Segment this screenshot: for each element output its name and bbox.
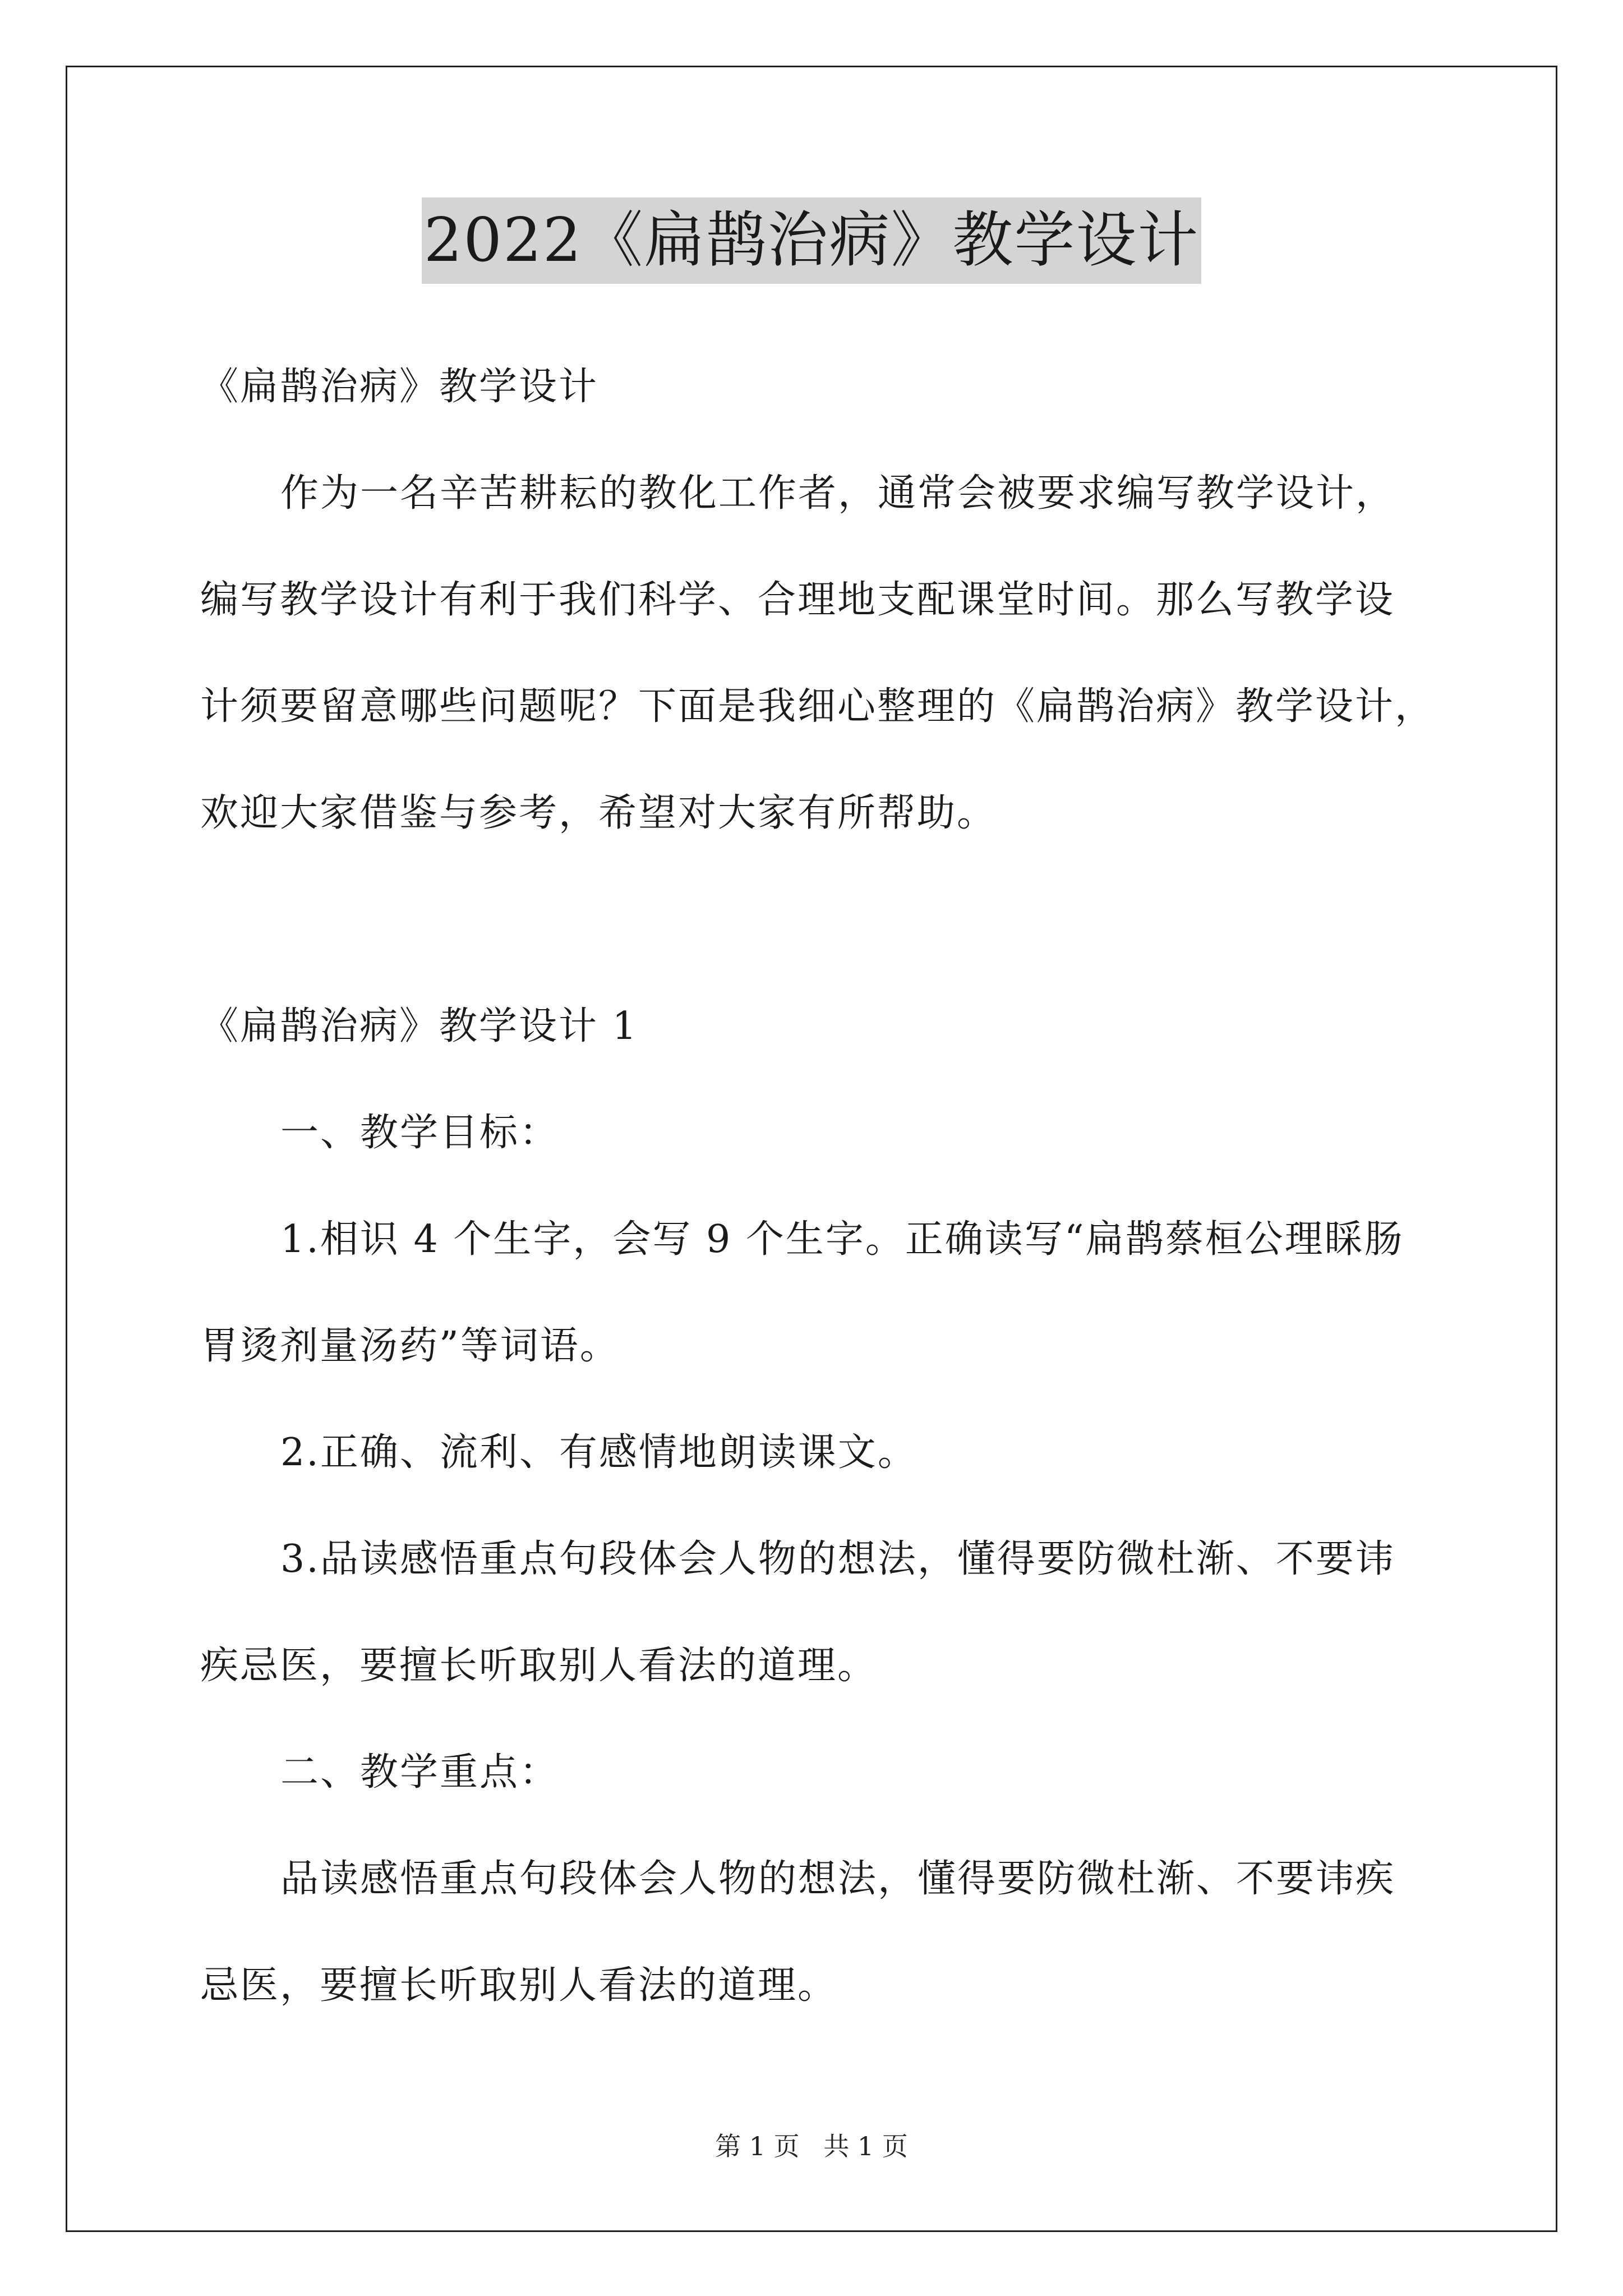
- document-title: 2022《扁鹊治病》教学设计: [422, 197, 1202, 284]
- intro-line-3: 计须要留意哪些问题呢？下面是我细心整理的《扁鹊治病》教学设计，: [200, 684, 1435, 729]
- page-footer: [0, 2126, 1623, 2163]
- section-heading: 《扁鹊治病》教学设计 1: [200, 1004, 638, 1048]
- keypoints-line-1: 品读感悟重点句段体会人物的想法，懂得要防微杜渐、不要讳疾: [280, 1857, 1396, 1901]
- goal-1-line-2: 胃烫剂量汤药”等词语。: [200, 1324, 620, 1368]
- intro-line-4: 欢迎大家借鉴与参考，希望对大家有所帮助。: [200, 791, 997, 835]
- page-total: 共 1 页: [823, 2131, 908, 2161]
- page-number: 第 1 页: [715, 2131, 800, 2161]
- goal-3-line-2: 疾忌医，要擅长听取别人看法的道理。: [200, 1644, 878, 1688]
- title-wrapper: [0, 197, 1623, 284]
- goal-1-line-1: 1.相识 4 个生字，会写 9 个生字。正确读写“扁鹊蔡桓公理睬肠: [280, 1217, 1404, 1262]
- document-subtitle: 《扁鹊治病》教学设计: [200, 365, 599, 409]
- intro-line-2: 编写教学设计有利于我们科学、合理地支配课堂时间。那么写教学设: [200, 578, 1395, 622]
- goals-heading: 一、教学目标：: [280, 1111, 560, 1155]
- goal-2: 2.正确、流利、有感情地朗读课文。: [280, 1430, 917, 1475]
- keypoints-heading: 二、教学重点：: [280, 1750, 560, 1795]
- goal-3-line-1: 3.品读感悟重点句段体会人物的想法，懂得要防微杜渐、不要讳: [280, 1537, 1395, 1581]
- keypoints-line-2: 忌医，要擅长听取别人看法的道理。: [200, 1963, 838, 2008]
- intro-line-1: 作为一名辛苦耕耘的教化工作者，通常会被要求编写教学设计，: [280, 471, 1396, 516]
